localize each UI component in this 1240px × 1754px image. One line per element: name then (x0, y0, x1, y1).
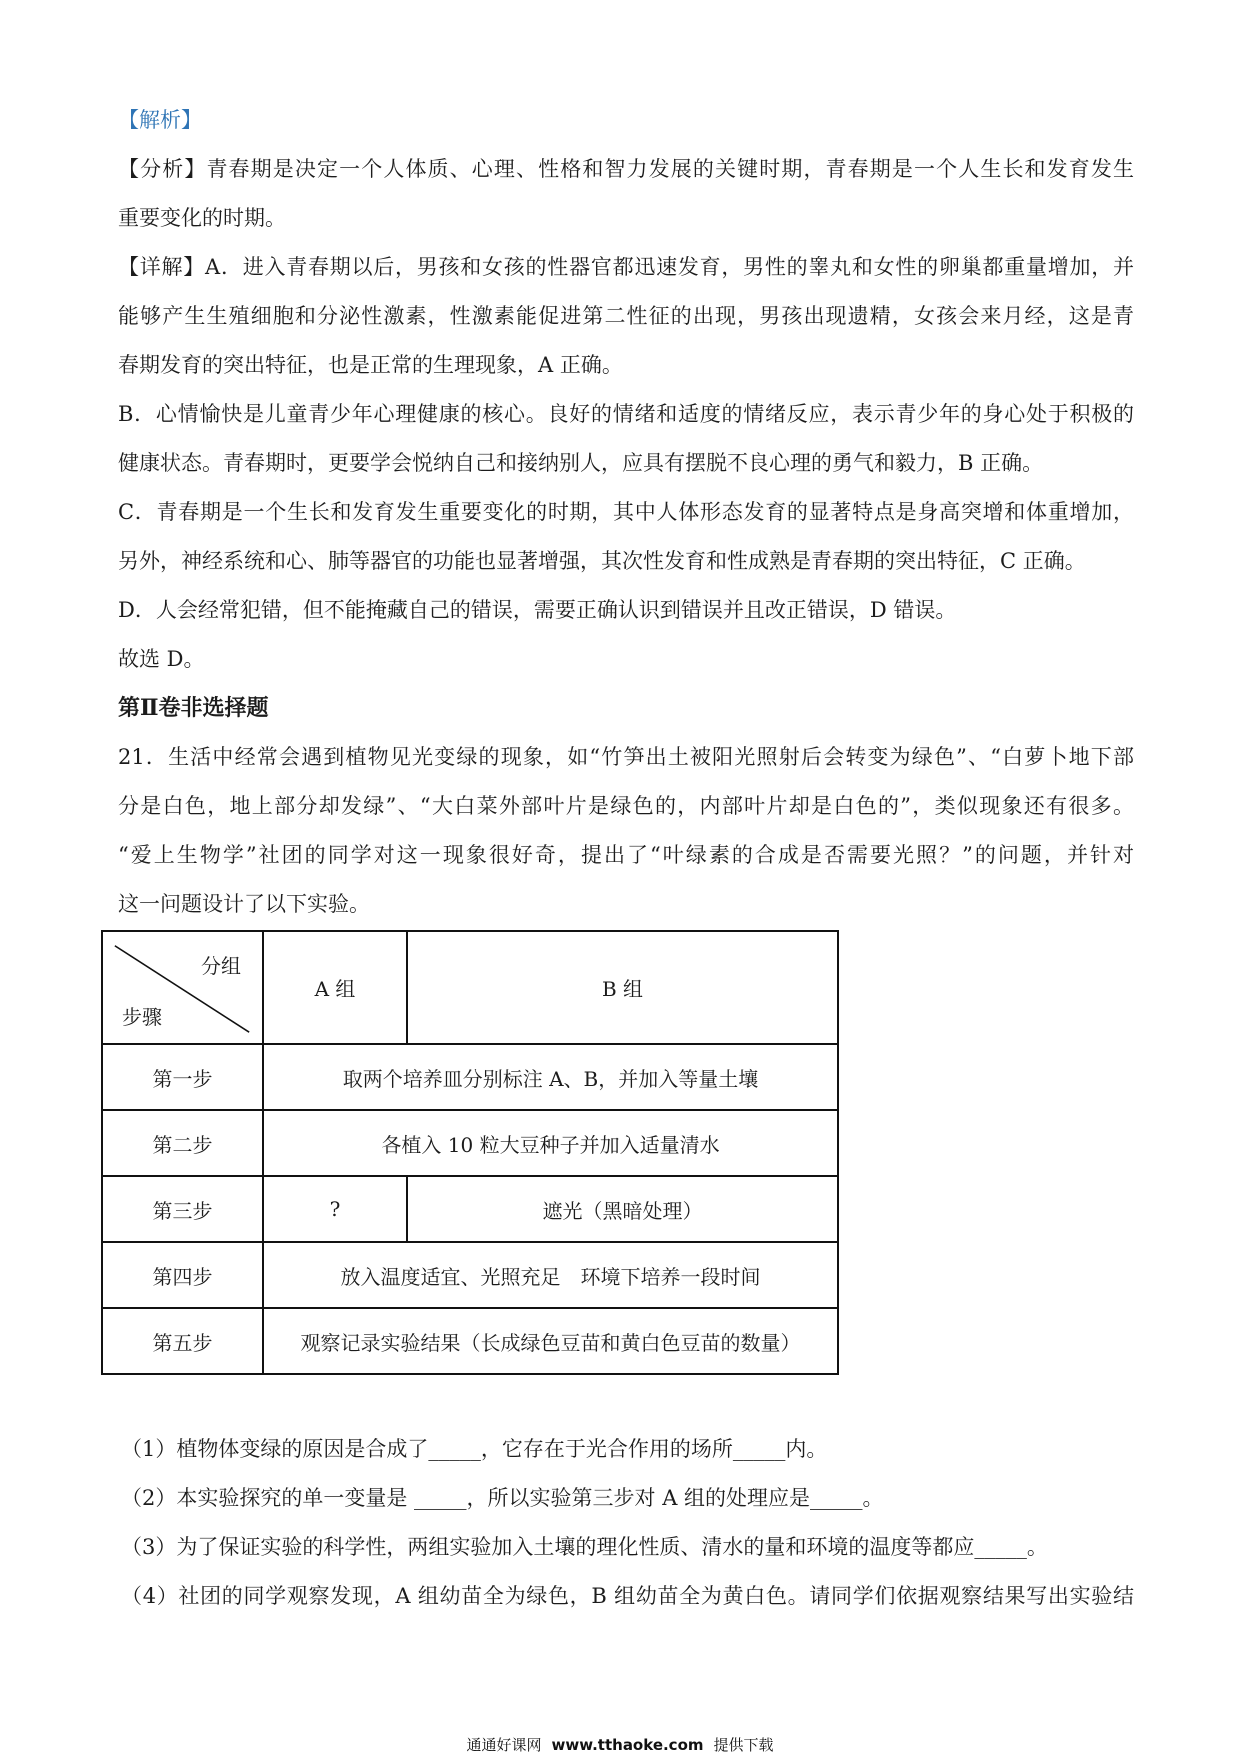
table-row (102, 1110, 838, 1176)
corner-label-group: 分组 (201, 954, 241, 978)
question-line: 这一问题设计了以下实验。 (118, 892, 370, 916)
experiment-table (101, 930, 839, 1375)
step-label: 第五步 (102, 1308, 263, 1374)
question-line: 分是白色，地上部分却发绿”、“大白菜外部叶片是绿色的，内部叶片却是白色的”，类似现象还有很多。 (118, 794, 1134, 818)
corner-label-step: 步骤 (122, 1005, 162, 1029)
footer (0, 1736, 1240, 1754)
question-line: “爱上生物学”社团的同学对这一现象很好奇，提出了“叶绿素的合成是否需要光照？”的问题，并针对 (118, 843, 1134, 867)
column-header-b: B 组 (407, 931, 838, 1044)
analysis-line: D．人会经常犯错，但不能掩藏自己的错误，需要正确认识到错误并且改正错误，D 错误。 (118, 598, 957, 622)
step-label: 第三步 (102, 1176, 263, 1242)
analysis-line: 【分析】青春期是决定一个人体质、心理、性格和智力发展的关键时期，青春期是一个人生长和发育发生 (118, 157, 1134, 181)
step-content: 各植入 10 粒大豆种子并加入适量清水 (263, 1110, 838, 1176)
step-label: 第四步 (102, 1242, 263, 1308)
table-row (102, 1044, 838, 1110)
step-content-group-b: 遮光（黑暗处理） (407, 1176, 838, 1242)
analysis-conclusion: 故选 D。 (118, 647, 205, 671)
analysis-line: 能够产生生殖细胞和分泌性激素，性激素能促进第二性征的出现，男孩出现遗精，女孩会来月经，这是青 (118, 304, 1134, 328)
step-label: 第一步 (102, 1044, 263, 1110)
section-title: 第Ⅱ卷非选择题 (118, 695, 269, 721)
analysis-line: 健康状态。青春期时，更要学会悦纳自己和接纳别人，应具有摆脱不良心理的勇气和毅力，B 正确。 (118, 451, 1044, 475)
table-row (102, 1242, 838, 1308)
question-line: 21．生活中经常会遇到植物见光变绿的现象，如“竹笋出土被阳光照射后会转变为绿色”、“白萝卜地下部 (118, 745, 1134, 769)
step-content-group-a: ? (263, 1176, 407, 1242)
step-content: 观察记录实验结果（长成绿色豆苗和黄白色豆苗的数量） (263, 1308, 838, 1374)
analysis-heading: 【解析】 (118, 108, 202, 132)
column-header-a: A 组 (263, 931, 407, 1044)
table-row (102, 1308, 838, 1374)
analysis-line: B．心情愉快是儿童青少年心理健康的核心。良好的情绪和适度的情绪反应，表示青少年的身心处于积极的 (118, 402, 1134, 426)
step-content: 放入温度适宜、光照充足 环境下培养一段时间 (263, 1242, 838, 1308)
analysis-line: 春期发育的突出特征，也是正常的生理现象，A 正确。 (118, 353, 623, 377)
analysis-line: C．青春期是一个生长和发育发生重要变化的时期，其中人体形态发育的显著特点是身高突增和体重增加， (118, 500, 1134, 524)
table-corner-cell (102, 931, 263, 1044)
footer-suffix: 提供下载 (713, 1736, 774, 1754)
step-label: 第二步 (102, 1110, 263, 1176)
table-header-row (102, 931, 838, 1044)
sub-question: （2）本实验探究的单一变量是 _____，所以实验第三步对 A 组的处理应是_____。 (121, 1486, 884, 1510)
analysis-section (118, 96, 1134, 929)
footer-site-name: 通通好课网 (466, 1736, 542, 1754)
footer-url: www.tthaoke.com (551, 1736, 704, 1754)
sub-question: （1）植物体变绿的原因是合成了_____，它存在于光合作用的场所_____内。 (121, 1437, 828, 1461)
analysis-line: 重要变化的时期。 (118, 206, 286, 230)
table-row (102, 1176, 838, 1242)
sub-question: （4）社团的同学观察发现，A 组幼苗全为绿色，B 组幼苗全为黄白色。请同学们依据观察结果写出实验结 (121, 1584, 1134, 1608)
sub-questions (121, 1425, 1134, 1621)
analysis-line: 另外，神经系统和心、肺等器官的功能也显著增强，其次性发育和性成熟是青春期的突出特征，C 正确。 (118, 549, 1086, 573)
step-content: 取两个培养皿分别标注 A、B，并加入等量土壤 (263, 1044, 838, 1110)
sub-question: （3）为了保证实验的科学性，两组实验加入土壤的理化性质、清水的量和环境的温度等都应_____。 (121, 1535, 1048, 1559)
analysis-line: 【详解】A．进入青春期以后，男孩和女孩的性器官都迅速发育，男性的睾丸和女性的卵巢都重量增加，并 (118, 255, 1134, 279)
